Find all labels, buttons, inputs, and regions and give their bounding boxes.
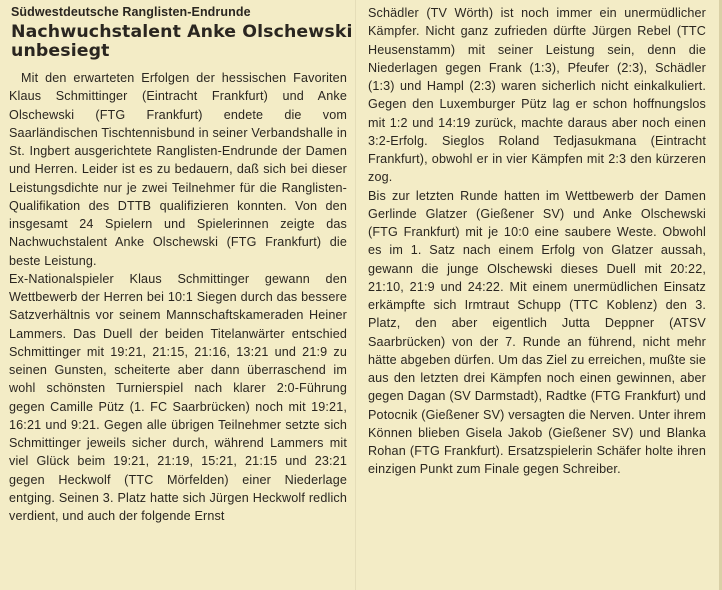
paragraph-intro: Mit den erwarteten Erfolgen der hessischen Favoriten Klaus Schmittinger (Eintracht Frankfurt) und Anke Olschewski (FTG Frankfurt) endete die vom Saarländischen Tischtennisbund in seiner Verbandshalle in St. Ingbert ausgerichtete Ranglisten-Endrunde der Damen und Herren. Leider ist es zu bedauern, daß sich bei dieser Leistungsdichte nur je zwei Teilnehmer für die Ranglisten-Qualifikation des DTTB qualifizieren konnten. Von den insgesamt 24 Spielern und Spielerinnen zeigte das Nachwuchstalent Anke Olschewski (FTG Frankfurt) die beste Leistung.	[9, 71, 347, 268]
paragraph-men: Ex-Nationalspieler Klaus Schmittinger gewann den Wettbewerb der Herren bei 10:1 Siegen durch das bessere Satzverhältnis vor seinem Mannschaftskameraden Heiner Lammers. Das Duell der beiden Titelanwärter entschied Schmittinger mit 19:21, 21:15, 21:16, 13:21 und 21:9 zu seinen Gunsten, scheiterte aber dann überraschend im wohl schönsten Turnierspiel nach klarer 2:0-Führung gegen Camille Pütz (1. FC Saarbrücken) noch mit 19:21, 16:21 und 9:21. Gegen alle übrigen Teilnehmer setzte sich Schmittinger jeweils sicher durch, während Lammers mit viel Glück beim 19:21, 21:19, 15:21, 21:15 und 23:21 gegen Heckwolf (TTC Mörfelden) einer Niederlage entging. Seinen 3. Platz hatte sich Jürgen Heckwolf redlich verdient, und auch der folgende Ernst	[9, 271, 347, 523]
right-column	[368, 4, 706, 479]
headline	[11, 23, 354, 61]
paragraph-women: Bis zur letzten Runde hatten im Wettbewerb der Damen Gerlinde Glatzer (Gießener SV) und Anke Olschewski (FTG Frankfurt) mit je 10:0 eine saubere Weste. Obwohl es im 1. Satz nach einem Erfolg von Glatzer aussah, gewann die junge Olschewski dieses Duell mit 20:22, 21:10, 21:9 und 24:22. Mit einem unermüdlichen Einsatz erkämpfte sich Irmtraut Schupp (TTC Koblenz) den 3. Platz, den aber eigentlich Jutta Deppner (ATSV Saarbrücken) von der 7. Runde an führend, nicht mehr hätte abgeben dürfen. Um das Ziel zu erreichen, mußte sie aus den letzten drei Kämpfen noch einen gewinnen, aber gegen Dagan (SV Darmstadt), Radtke (FTG Frankfurt) und Potocnik (Gießener SV) versagten die Nerven. Unter ihrem Können blieben Gisela Jakob (Gießener SV) und Blanka Rohan (FTG Frankfurt). Ersatzspielerin Schäfer holte ihren einzigen Punkt zum Finale gegen Schreiber.	[368, 188, 706, 477]
paragraph-men-continued: Schädler (TV Wörth) ist noch immer ein unermüdlicher Kämpfer. Nicht ganz zufrieden dürfte Jürgen Rebel (TTC Heusenstamm) mit seiner Leistung sein, denn die Niederlagen gegen Frank (1:3), Pfeufer (2:3), Schädler (1:3) und Hampl (2:3) waren sicherlich nicht einkalkuliert. Gegen den Luxemburger Pütz lag er schon hoffnungslos mit 1:2 und 14:19 zurück, machte daraus aber noch einen 3:2-Erfolg. Sieglos Roland Tedjasukmana (Eintracht Frankfurt), obwohl er in vier Kämpfen mit 2:3 den kürzeren zog.	[368, 6, 706, 185]
headline-line-1: Nachwuchstalent Anke Olschewski	[11, 22, 353, 42]
headline-line-2: unbesiegt	[11, 41, 110, 61]
column-gutter	[355, 0, 356, 590]
kicker: Südwestdeutsche Ranglisten-Endrunde	[11, 5, 251, 19]
left-column	[9, 4, 353, 525]
